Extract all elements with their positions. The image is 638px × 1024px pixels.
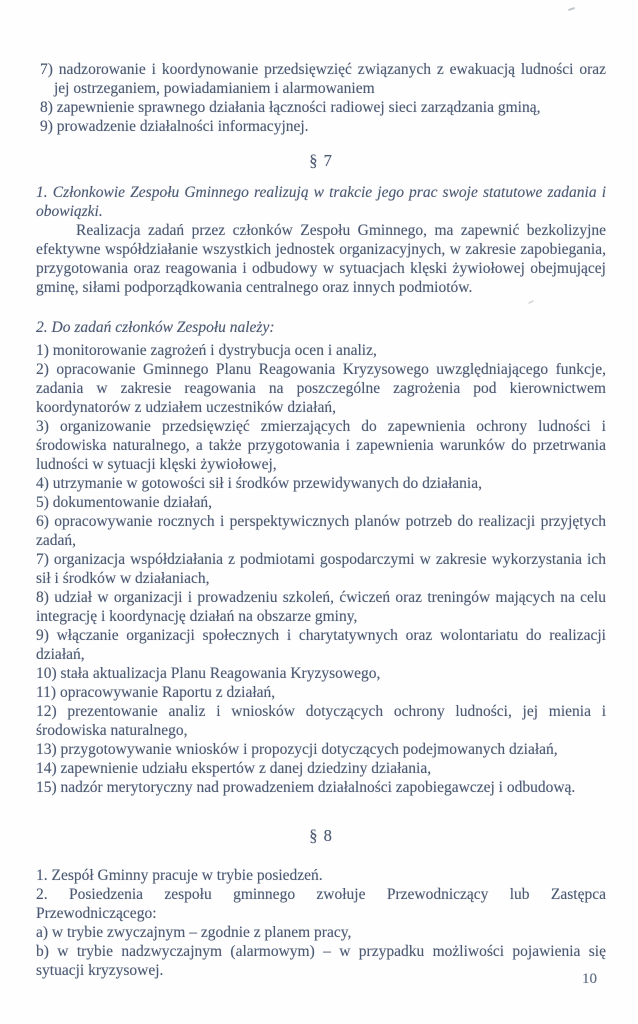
section-7-clause-1: 1. Członkowie Zespołu Gminnego realizują w trakcie jego prac swoje statutowe zadania i obowiązki.: [36, 184, 606, 220]
section-7-paragraph: Realizacja zadań przez członków Zespołu Gminnego, ma zapewnić bezkolizyjne efektywne współdziałanie wszystkich jednostek organizacyjnych, w zakresie zapobiegania, przygotowania oraz reagowania i odbudowy w sytuacjach klęski żywiołowej obejmującej gminę, siłami podporządkowania centralnego oraz innych podmiotów.: [36, 222, 606, 296]
section-8-line: a) w trybie zwyczajnym – zgodnie z planem pracy,: [36, 924, 352, 941]
list-item: 7) nadzorowanie i koordynowanie przedsięwzięć związanych z ewakuacją ludności oraz jej ostrzeganiem, powiadamianiem i alarmowaniem: [40, 61, 606, 97]
section-8-line: 1. Zespół Gminny pracuje w trybie posiedzeń.: [36, 867, 323, 884]
task-item: 4) utrzymanie w gotowości sił i środków przewidywanych do działania,: [36, 475, 482, 492]
task-item: 9) włączanie organizacji społecznych i charytatywnych oraz wolontariatu do realizacji działań,: [36, 627, 606, 663]
top-numbered-list: [36, 60, 606, 136]
section-8-line: b) w trybie nadzwyczajnym (alarmowym) – w przypadku możliwości pojawienia się sytuacji kryzysowej.: [36, 943, 606, 979]
task-item: 3) organizowanie przedsięwzięć zmierzających do zapewnienia ochrony ludności i środowiska naturalnego, a także przygotowania i zapewnienia warunków do przetrwania ludności w sytuacji klęski żywiołowej,: [36, 418, 606, 473]
page-content: [36, 60, 606, 980]
scan-artifact: [568, 7, 575, 11]
section-8-heading: § 8: [309, 826, 333, 845]
list-item: 9) prowadzenie działalności informacyjnej.: [40, 118, 309, 135]
task-item: 5) dokumentowanie działań,: [36, 494, 213, 511]
list-item: 8) zapewnienie sprawnego działania łączności radiowej sieci zarządzania gminą,: [40, 99, 541, 116]
section-8-body: [36, 866, 606, 980]
section-7-clause-2: 2. Do zadań członków Zespołu należy:: [36, 319, 275, 336]
task-item: 2) opracowanie Gminnego Planu Reagowania Kryzysowego uwzględniającego funkcje, zadania w zakresie reagowania na poszczególne zagrożenia pod kierownictwem koordynatorów z udziałem uczestników działań,: [36, 361, 606, 416]
task-item: 11) opracowywanie Raportu z działań,: [36, 684, 276, 701]
task-item: 15) nadzór merytoryczny nad prowadzeniem działalności zapobiegawczej i odbudową.: [36, 779, 576, 796]
section-8-line: 2. Posiedzenia zespołu gminnego zwołuje Przewodniczący lub Zastępca Przewodniczącego:: [36, 886, 606, 922]
task-item: 8) udział w organizacji i prowadzeniu szkoleń, ćwiczeń oraz treningów mających na celu integrację i koordynację działań na obszarze gminy,: [36, 589, 606, 625]
task-item: 6) opracowywanie rocznych i perspektywicznych planów potrzeb do realizacji przyjętych zadań,: [36, 513, 606, 549]
page-number: 10: [582, 971, 597, 987]
task-item: 10) stała aktualizacja Planu Reagowania Kryzysowego,: [36, 665, 381, 682]
task-item: 14) zapewnienie udziału ekspertów z danej dziedziny działania,: [36, 760, 432, 777]
section-7-heading: § 7: [309, 151, 333, 170]
task-item: 7) organizacja współdziałania z podmiotami gospodarczymi w zakresie wykorzystania ich sił i środków w działaniach,: [36, 551, 606, 587]
task-item: 12) prezentowanie analiz i wniosków dotyczących ochrony ludności, jej mienia i środowiska naturalnego,: [36, 703, 606, 739]
section-7-task-list: [36, 341, 606, 797]
task-item: 13) przygotowywanie wniosków i propozycji dotyczących podejmowanych działań,: [36, 741, 558, 758]
task-item: 1) monitorowanie zagrożeń i dystrybucja ocen i analiz,: [36, 342, 377, 359]
